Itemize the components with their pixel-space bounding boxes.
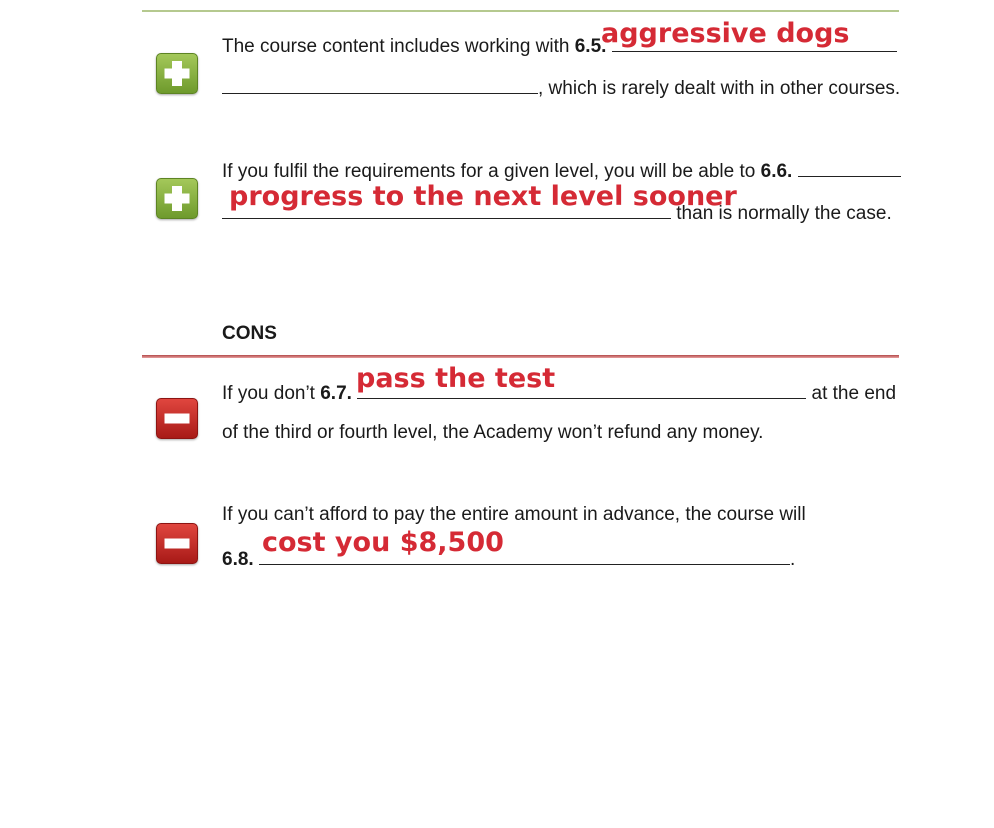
question-6-5-line-2 xyxy=(222,75,900,100)
top-divider xyxy=(142,10,899,12)
question-6-8-line-1: If you can’t afford to pay the entire amount in advance, the course will xyxy=(222,504,806,525)
question-text: , which is rarely dealt with in other courses. xyxy=(538,78,901,99)
minus-icon xyxy=(156,523,198,564)
plus-icon xyxy=(156,178,198,219)
question-6-6-line-1 xyxy=(222,158,901,183)
handwritten-answer: pass the test xyxy=(356,363,556,394)
answer-blank-continued[interactable] xyxy=(222,200,671,219)
answer-blank-continued[interactable] xyxy=(222,75,538,94)
cons-heading: CONS xyxy=(222,323,277,344)
question-text: . xyxy=(789,549,796,570)
handwritten-answer: cost you $8,500 xyxy=(262,527,504,558)
cons-divider xyxy=(142,355,899,358)
question-6-7-line-2: of the third or fourth level, the Academy won’t refund any money. xyxy=(222,422,764,443)
question-6-6-line-2 xyxy=(222,200,892,225)
answer-blank[interactable] xyxy=(798,158,901,177)
question-number: 6.8. xyxy=(222,549,254,570)
question-number: 6.6. xyxy=(760,161,793,182)
question-text: than is normally the case. xyxy=(671,203,892,224)
plus-icon xyxy=(156,53,198,94)
question-text: If you fulfil the requirements for a given level, you will be able to xyxy=(222,161,761,182)
handwritten-answer: aggressive dogs xyxy=(601,18,850,49)
handwritten-answer: progress to the next level sooner xyxy=(229,181,737,212)
question-text: The course content includes working with xyxy=(222,36,575,57)
question-number: 6.7. xyxy=(320,383,352,404)
question-number: 6.5. xyxy=(574,36,607,57)
question-text: If you don’t xyxy=(222,383,321,404)
question-6-7-line-1 xyxy=(222,380,896,405)
question-text: at the end xyxy=(806,383,897,404)
minus-icon xyxy=(156,398,198,439)
